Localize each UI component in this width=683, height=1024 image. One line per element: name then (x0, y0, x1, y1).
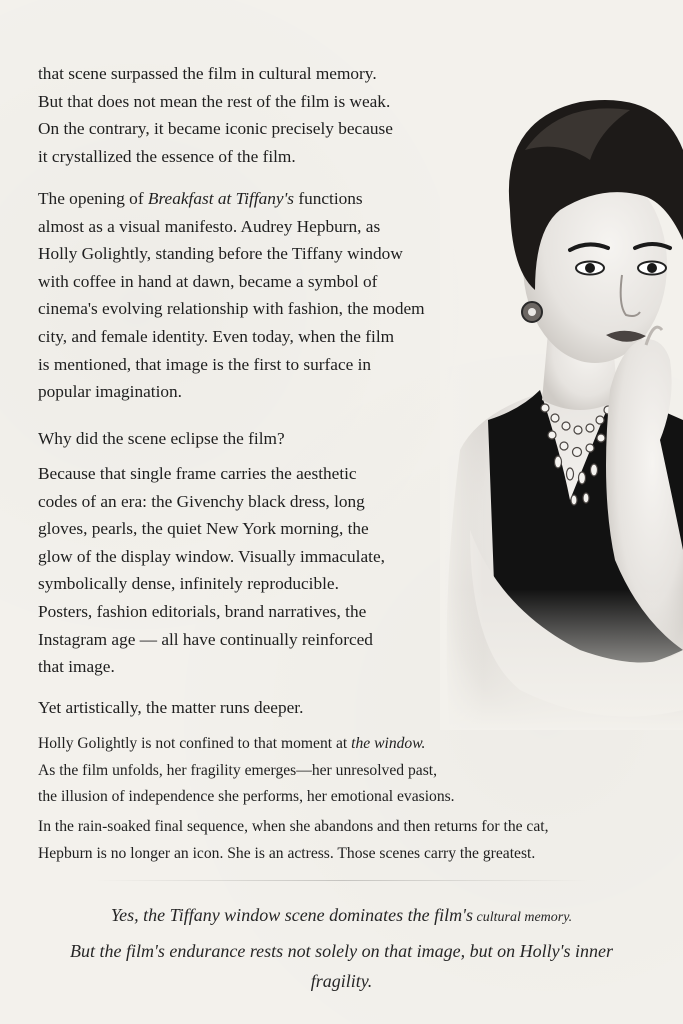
text-line: Posters, fashion editorials, brand narratives, the (38, 601, 367, 621)
text-line: But that does not mean the rest of the film is weak. (38, 91, 391, 111)
text-line: the illusion of independence she performs, her emotional evasions. (38, 788, 455, 805)
text-line: Why did the scene eclipse the film? (38, 429, 285, 448)
paragraph-6 (38, 731, 455, 811)
text-line: Holly Golightly, standing before the Tiffany window (38, 244, 403, 264)
paragraph-4 (38, 460, 385, 681)
paragraph-7 (38, 814, 549, 867)
text-line: gloves, pearls, the quiet New York morning, the (38, 519, 369, 539)
text-line: On the contrary, it became iconic precisely because (38, 119, 393, 139)
text-line: cinema's evolving relationship with fashion, the modem (38, 299, 425, 319)
text-line: The opening of Breakfast at Tiffany's functions (38, 189, 363, 208)
text-line: almost as a visual manifesto. Audrey Hepburn, as (38, 216, 381, 236)
text-line: it crystallized the essence of the film. (38, 146, 296, 166)
text-line: Yet artistically, the matter runs deeper. (38, 698, 304, 717)
text-line: that scene surpassed the film in cultural memory. (38, 64, 377, 83)
text-line: popular imagination. (38, 382, 182, 402)
paragraph-2 (38, 185, 425, 406)
text-line: that image. (38, 657, 115, 677)
paragraph-1 (38, 60, 393, 170)
text-line: glow of the display window. Visually immaculate, (38, 546, 385, 566)
text-line: symbolically dense, infinitely reproducible. (38, 574, 339, 594)
text-line: As the film unfolds, her fragility emerges—her unresolved past, (38, 761, 437, 779)
text-line: Because that single frame carries the aesthetic (38, 464, 357, 483)
text-line: codes of an era: the Givenchy black dress, long (38, 491, 365, 511)
paragraph-5 (38, 694, 303, 722)
text-line: with coffee in hand at dawn, became a symbol of (38, 271, 378, 291)
closing-quote-line-1: Yes, the Tiffany window scene dominates the film's cultural memory. (110, 905, 573, 925)
closing-quote-line-2: But the film's endurance rests not solely on that image, but on Holly's inner (70, 941, 613, 961)
closing-quote-line-3: fragility. (310, 971, 373, 991)
text-line: city, and female identity. Even today, when the film (38, 326, 395, 346)
text-line: Holly Golightly is not confined to that moment at the window. (38, 735, 426, 752)
text-line: In the rain-soaked final sequence, when she abandons and then returns for the cat, (38, 818, 549, 835)
text-line: is mentioned, that image is the first to surface in (38, 354, 372, 374)
paragraph-3-question (38, 425, 285, 453)
portrait-illustration (440, 90, 683, 730)
emphasis-window: the window. (351, 735, 426, 752)
section-divider (95, 880, 590, 881)
text-line: Hepburn is no longer an icon. She is an actress. Those scenes carry the greatest. (38, 844, 536, 862)
film-title: Breakfast at Tiffany's (147, 189, 295, 208)
text-line: Instagram age — all have continually reinforced (38, 629, 373, 649)
